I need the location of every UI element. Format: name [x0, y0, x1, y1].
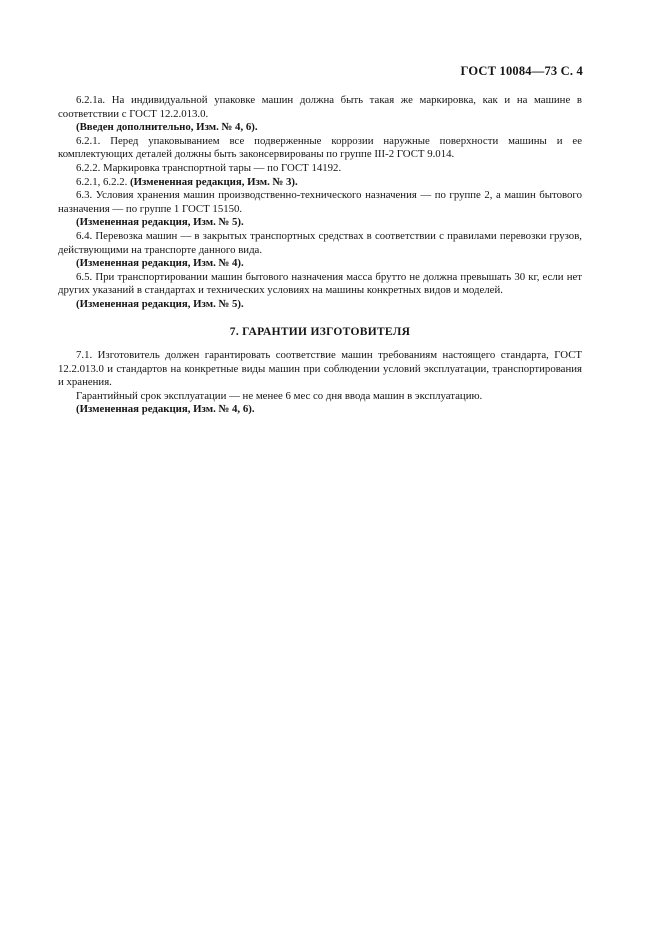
- paragraph-ref: 6.2.1, 6.2.2.: [76, 175, 128, 188]
- paragraph-7-1: 7.1. Изготовитель должен гарантировать соответствие машин требованиям настоящего стандарта, ГОСТ 12.2.013.0 и стандартов на конкретные виды машин при соблюдении условий эксплуатации, транспортирования и хранения.: [58, 349, 582, 389]
- page-header: ГОСТ 10084—73 С. 4: [460, 64, 583, 78]
- paragraph-6-2-2: 6.2.2. Маркировка транспортной тары — по ГОСТ 14192.: [76, 161, 342, 174]
- paragraph-6-2-1: 6.2.1. Перед упаковыванием все подверженные коррозии наружные поверхности машины и ее комплектующих деталей должны быть законсервированы по группе III-2 ГОСТ 9.014.: [58, 134, 582, 161]
- amendment-note: (Измененная редакция, Изм. № 5).: [76, 297, 244, 310]
- paragraph-6-5: 6.5. При транспортировании машин бытового назначения масса брутто не должна превышать 30 кг, если нет других указаний в стандартах и технических условиях на машины конкретных видов и моделей.: [58, 270, 582, 297]
- amendment-note: (Введен дополнительно, Изм. № 4, 6).: [76, 121, 258, 134]
- amendment-note: (Измененная редакция, Изм. № 3).: [130, 175, 298, 188]
- amendment-note: (Измененная редакция, Изм. № 4, 6).: [76, 403, 255, 416]
- amendment-note: (Измененная редакция, Изм. № 4).: [76, 257, 244, 270]
- paragraph-6-4: 6.4. Перевозка машин — в закрытых транспортных средствах в соответствии с правилами перевозки грузов, действующими на транспорте данного вида.: [58, 229, 582, 256]
- section-title: 7. ГАРАНТИИ ИЗГОТОВИТЕЛЯ: [229, 325, 411, 338]
- paragraph-6-2-1a: 6.2.1а. На индивидуальной упаковке машин должна быть такая же маркировка, как и на машине в соответствии с ГОСТ 12.2.013.0.: [58, 94, 582, 120]
- amendment-note: (Измененная редакция, Изм. № 5).: [76, 216, 244, 229]
- paragraph-warranty-period: Гарантийный срок эксплуатации — не менее 6 мес со дня ввода машин в эксплуатацию.: [76, 389, 483, 402]
- paragraph-6-2-1-6-2-2: [58, 176, 582, 190]
- paragraph-6-3: 6.3. Условия хранения машин производственно-технического назначения — по группе 2, а машин бытового назначения — по группе 1 ГОСТ 15150.: [58, 189, 582, 215]
- document-body: [58, 94, 582, 417]
